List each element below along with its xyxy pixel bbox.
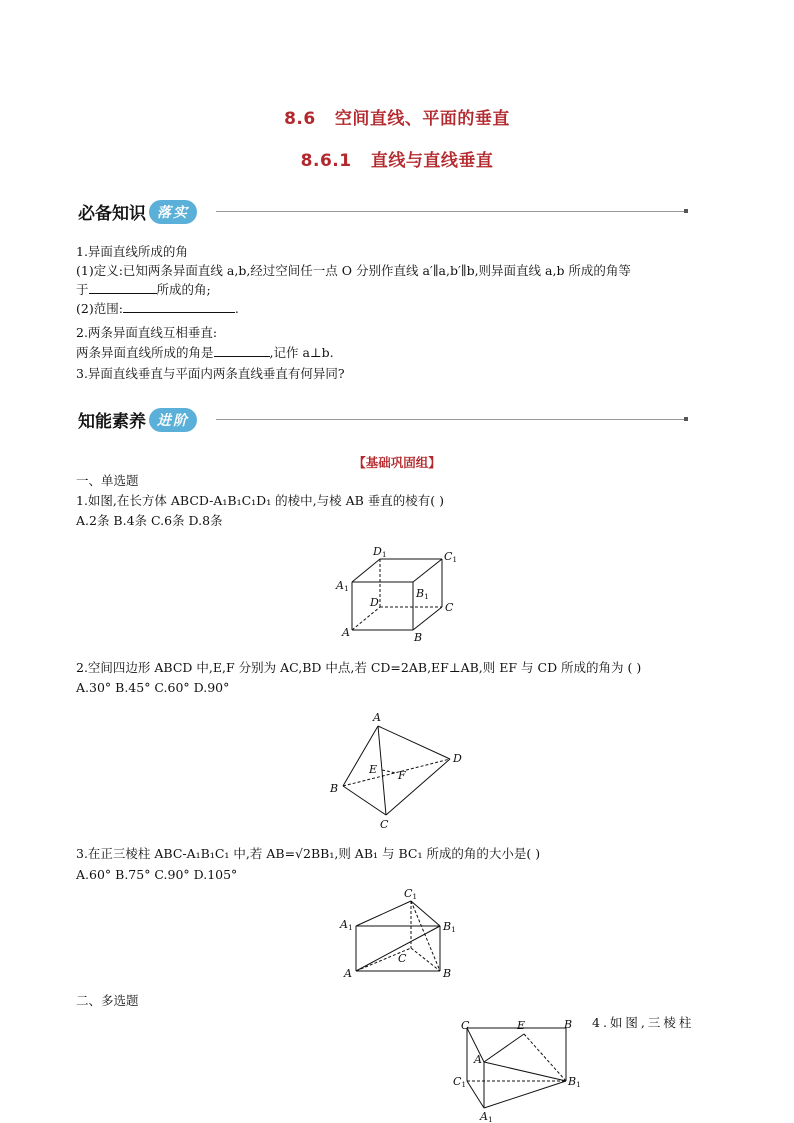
group-label: 【基础巩固组】 xyxy=(353,455,441,470)
knowledge-text: (2)范围: xyxy=(76,301,123,316)
question-options: A.60° B.75° C.90° D.105° xyxy=(76,867,238,882)
divider-end-mark xyxy=(684,417,688,421)
vertex-label: A xyxy=(344,967,352,980)
vertex-label: A1 xyxy=(340,918,353,932)
vertex-label: C xyxy=(398,952,407,965)
vertex-label: C1 xyxy=(404,887,418,901)
knowledge-line xyxy=(76,300,239,317)
knowledge-line: 3.异面直线垂直与平面内两条直线垂直有何异同? xyxy=(76,366,345,381)
vertex-label: C1 xyxy=(444,550,458,564)
question-options: A.30° B.45° C.60° D.90° xyxy=(76,680,230,695)
vertex-label: B1 xyxy=(416,587,429,601)
question-stem: 3.在正三棱柱 ABC-A₁B₁C₁ 中,若 AB=√2BB₁,则 AB₁ 与 BC₁ 所成的角的大小是( ) xyxy=(76,846,541,861)
vertex-label: F xyxy=(398,769,406,782)
vertex-label: D xyxy=(370,596,379,609)
quadrilateral-figure xyxy=(326,707,466,831)
vertex-label: D xyxy=(453,752,462,765)
section-badge: 进阶 xyxy=(149,408,197,432)
vertex-label: B1 xyxy=(568,1075,581,1089)
question-stem: 4.如图,三棱柱 xyxy=(592,1015,695,1030)
section-divider xyxy=(216,419,684,420)
fill-blank[interactable] xyxy=(214,344,270,357)
knowledge-text: . xyxy=(234,301,239,316)
vertex-label: C1 xyxy=(453,1075,467,1089)
vertex-label: B1 xyxy=(443,920,456,934)
vertex-label: D1 xyxy=(373,545,387,559)
section-header-knowledge xyxy=(78,199,197,224)
knowledge-line: (1)定义:已知两条异面直线 a,b,经过空间任一点 O 分别作直线 a′∥a,b′∥b,则异面直线 a,b 所成的角等 xyxy=(76,263,631,278)
section-divider xyxy=(216,211,684,212)
vertex-label: B xyxy=(564,1018,573,1031)
knowledge-line xyxy=(76,281,211,298)
fill-blank[interactable] xyxy=(123,300,235,313)
page-subtitle: 8.6.1 直线与直线垂直 xyxy=(300,151,494,171)
section-header-skills xyxy=(78,407,197,432)
section-label: 必备知识 xyxy=(78,204,146,224)
part-heading: 一、单选题 xyxy=(76,473,139,488)
prism-figure xyxy=(336,886,466,982)
vertex-label: B xyxy=(414,631,423,644)
knowledge-text: ,记作 a⊥b. xyxy=(269,345,334,360)
vertex-label: B xyxy=(443,967,452,980)
knowledge-text: 于 xyxy=(76,282,89,297)
question-stem: 1.如图,在长方体 ABCD-A₁B₁C₁D₁ 的棱中,与棱 AB 垂直的棱有( ) xyxy=(76,493,445,508)
vertex-label: B xyxy=(330,782,339,795)
vertex-label: A xyxy=(474,1053,482,1066)
question-stem: 2.空间四边形 ABCD 中,E,F 分别为 AC,BD 中点,若 CD=2AB,EF⊥AB,则 EF 与 CD 所成的角为 ( ) xyxy=(76,660,642,675)
knowledge-text: 所成的角; xyxy=(156,282,211,297)
vertex-label: A xyxy=(373,711,381,724)
knowledge-line: 1.异面直线所成的角 xyxy=(76,244,188,259)
section-label: 知能素养 xyxy=(78,412,146,432)
vertex-label: A xyxy=(342,626,350,639)
vertex-label: E xyxy=(517,1019,526,1032)
knowledge-text: 两条异面直线所成的角是 xyxy=(76,345,214,360)
question-options: A.2条 B.4条 C.6条 D.8条 xyxy=(76,513,223,528)
page-title: 8.6 空间直线、平面的垂直 xyxy=(284,109,510,129)
section-badge: 落实 xyxy=(149,200,197,224)
prism-figure-2 xyxy=(450,1012,590,1123)
vertex-label: A1 xyxy=(480,1110,493,1123)
fill-blank[interactable] xyxy=(89,281,157,294)
part-heading: 二、多选题 xyxy=(76,993,139,1008)
cuboid-figure xyxy=(330,543,470,645)
divider-end-mark xyxy=(684,209,688,213)
vertex-label: C xyxy=(380,818,389,831)
vertex-label: C xyxy=(445,601,454,614)
knowledge-line: 2.两条异面直线互相垂直: xyxy=(76,325,218,340)
vertex-label: A1 xyxy=(336,579,349,593)
vertex-label: E xyxy=(369,763,378,776)
vertex-label: C xyxy=(461,1019,470,1032)
knowledge-line xyxy=(76,344,334,361)
